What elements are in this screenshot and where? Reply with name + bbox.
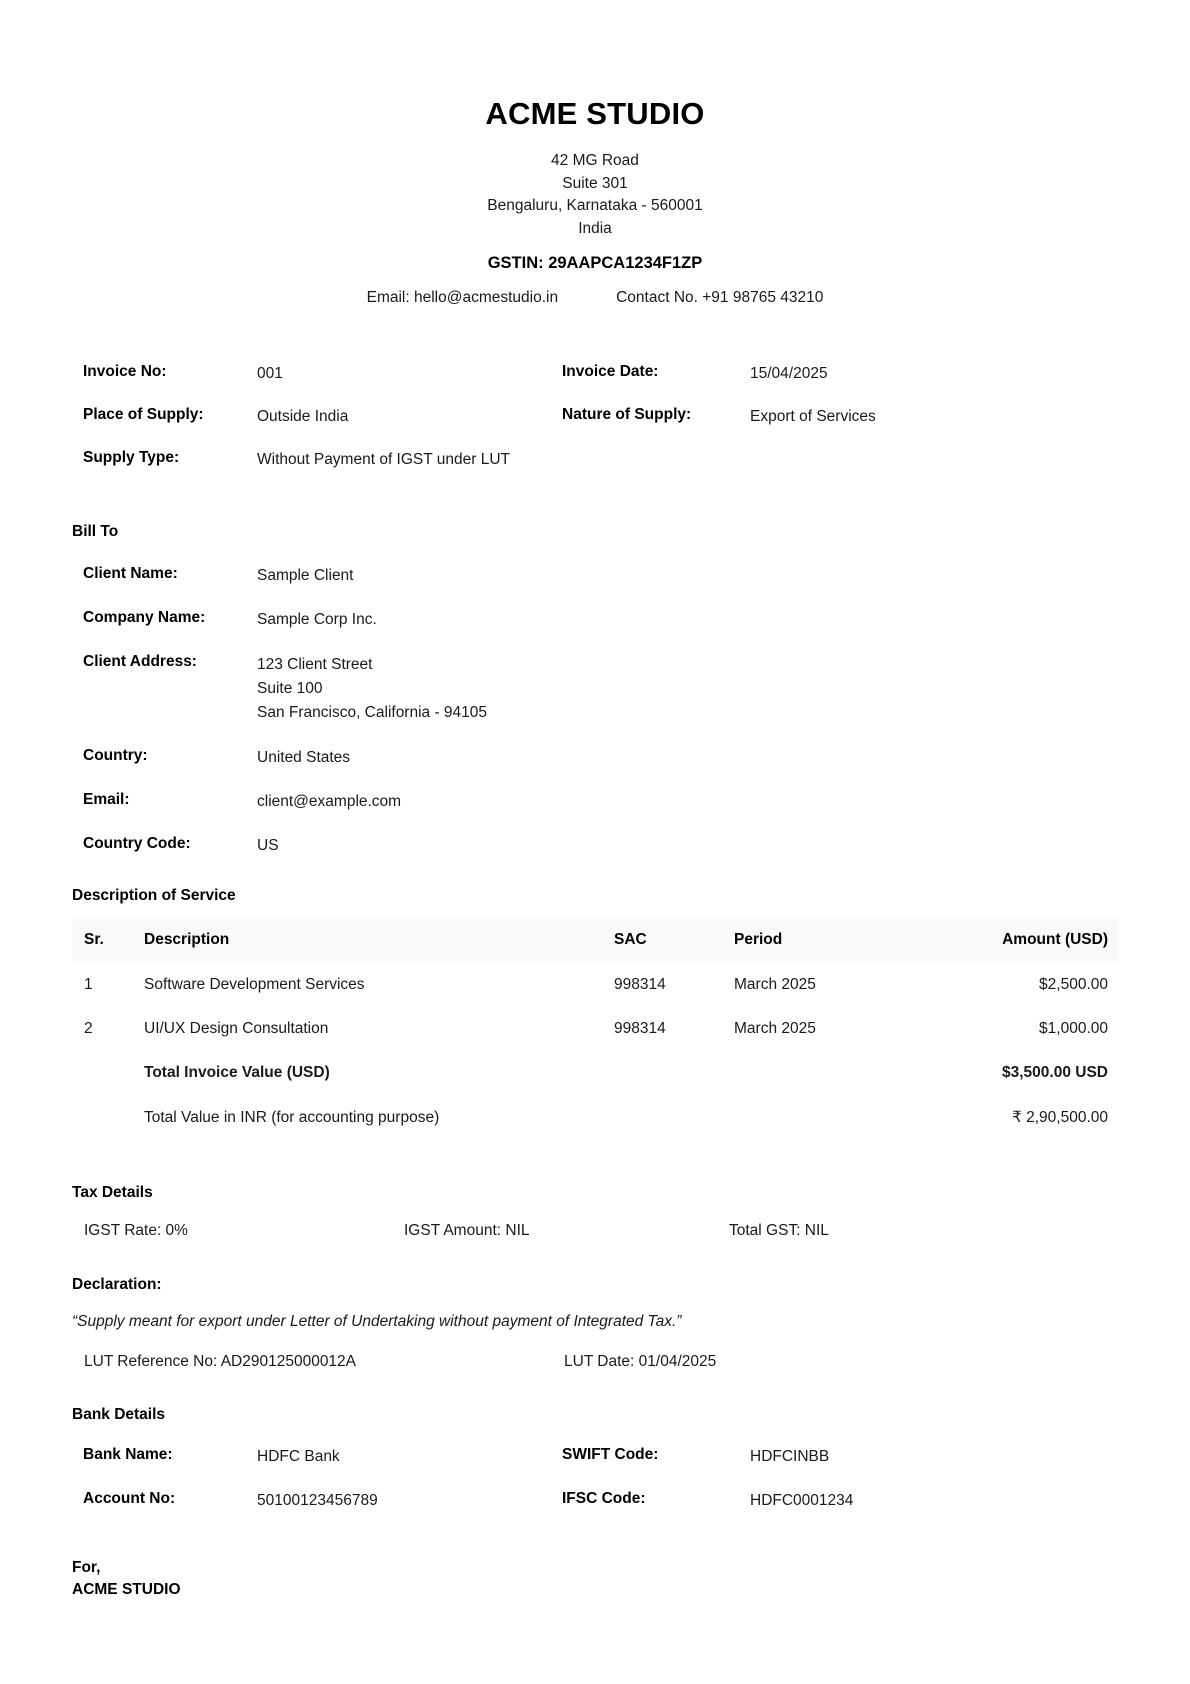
bank-name-label: Bank Name: xyxy=(83,1446,173,1464)
company-contact-row xyxy=(0,289,1190,307)
igst-rate: IGST Rate: 0% xyxy=(84,1222,188,1240)
total-gst: Total GST: NIL xyxy=(729,1222,829,1240)
column-header-amount: Amount (USD) xyxy=(884,917,1118,963)
total-invoice-value-amount: $3,500.00 USD xyxy=(1002,1064,1108,1082)
footer-company-name: ACME STUDIO xyxy=(72,1581,181,1599)
declaration-heading: Declaration: xyxy=(72,1276,162,1294)
cell-amount: $1,000.00 xyxy=(1039,1020,1108,1038)
nature-of-supply-label: Nature of Supply: xyxy=(562,406,692,424)
column-header-period: Period xyxy=(734,917,884,963)
invoice-date-label: Invoice Date: xyxy=(562,363,659,381)
bank-details-section xyxy=(72,1446,1118,1512)
client-country-label: Country: xyxy=(83,747,148,765)
services-heading: Description of Service xyxy=(72,887,236,905)
client-address-value xyxy=(257,653,487,725)
client-name-value: Sample Client xyxy=(257,567,354,585)
tax-details-row xyxy=(72,1222,1118,1240)
swift-code-value: HDFCINBB xyxy=(750,1448,830,1466)
lut-reference-no: LUT Reference No: AD290125000012A xyxy=(84,1353,357,1371)
invoice-date-value: 15/04/2025 xyxy=(750,365,828,383)
address-line: India xyxy=(578,219,612,237)
total-inr-amount: ₹ 2,90,500.00 xyxy=(1011,1109,1108,1127)
invoice-meta-section xyxy=(72,363,1118,471)
account-no-label: Account No: xyxy=(83,1490,176,1508)
client-email-label: Email: xyxy=(83,791,130,809)
cell-sac: 998314 xyxy=(614,1020,666,1038)
invoice-no-value: 001 xyxy=(257,365,283,383)
footer-for-label: For, xyxy=(72,1559,101,1577)
client-address-line: Suite 100 xyxy=(257,680,323,698)
bill-to-row xyxy=(72,609,1118,631)
igst-amount: IGST Amount: NIL xyxy=(404,1222,530,1240)
bank-name-value: HDFC Bank xyxy=(257,1448,340,1466)
table-row xyxy=(72,963,1118,1007)
company-gstin: GSTIN: 29AAPCA1234F1ZP xyxy=(487,254,703,273)
invoice-meta-row xyxy=(72,363,1118,385)
account-no-value: 50100123456789 xyxy=(257,1492,378,1510)
bill-to-row xyxy=(72,653,1118,725)
cell-sac: 998314 xyxy=(614,976,666,994)
client-address-line: San Francisco, California - 94105 xyxy=(257,704,488,722)
client-company-label: Company Name: xyxy=(83,609,206,627)
cell-amount: $2,500.00 xyxy=(1039,976,1108,994)
invoice-header xyxy=(0,0,1190,307)
cell-description: Software Development Services xyxy=(144,976,365,994)
cell-sr: 2 xyxy=(84,1020,93,1038)
bank-details-row xyxy=(72,1446,1118,1468)
bank-details-heading: Bank Details xyxy=(72,1406,166,1424)
tax-details-heading: Tax Details xyxy=(72,1184,153,1202)
cell-period: March 2025 xyxy=(734,976,816,994)
ifsc-code-value: HDFC0001234 xyxy=(750,1492,854,1510)
bank-details-row xyxy=(72,1490,1118,1512)
supply-type-value: Without Payment of IGST under LUT xyxy=(257,451,510,469)
invoice-meta-row xyxy=(72,449,1118,471)
place-of-supply-value: Outside India xyxy=(257,408,349,426)
column-header-description: Description xyxy=(144,917,614,963)
client-country-value: United States xyxy=(257,749,351,767)
cell-description: UI/UX Design Consultation xyxy=(144,1020,329,1038)
invoice-meta-row xyxy=(72,406,1118,428)
services-table-header-row xyxy=(72,917,1118,963)
total-invoice-value-label: Total Invoice Value (USD) xyxy=(144,1064,330,1082)
company-name: ACME STUDIO xyxy=(485,96,705,131)
nature-of-supply-value: Export of Services xyxy=(750,408,876,426)
address-line: 42 MG Road xyxy=(551,152,639,170)
client-country-code-label: Country Code: xyxy=(83,835,191,853)
lut-date: LUT Date: 01/04/2025 xyxy=(564,1353,717,1371)
cell-sr: 1 xyxy=(84,976,93,994)
lut-row xyxy=(72,1353,1118,1371)
total-invoice-value-row xyxy=(72,1051,1118,1095)
client-email-value: client@example.com xyxy=(257,793,402,811)
invoice-no-label: Invoice No: xyxy=(83,363,167,381)
total-inr-label: Total Value in INR (for accounting purpose) xyxy=(144,1108,440,1126)
bill-to-row xyxy=(72,565,1118,587)
place-of-supply-label: Place of Supply: xyxy=(83,406,204,424)
column-header-sr: Sr. xyxy=(72,917,144,963)
client-address-line: 123 Client Street xyxy=(257,656,373,674)
column-header-sac: SAC xyxy=(614,917,734,963)
bill-to-section xyxy=(72,565,1118,857)
bill-to-row xyxy=(72,835,1118,857)
company-phone: Contact No. +91 98765 43210 xyxy=(616,289,824,307)
declaration-text: “Supply meant for export under Letter of Undertaking without payment of Integrated Tax.” xyxy=(72,1313,682,1331)
supply-type-label: Supply Type: xyxy=(83,449,180,467)
table-row xyxy=(72,1007,1118,1051)
address-line: Suite 301 xyxy=(562,174,628,192)
client-company-value: Sample Corp Inc. xyxy=(257,611,377,629)
total-inr-row xyxy=(72,1095,1118,1140)
client-country-code-value: US xyxy=(257,837,279,855)
client-address-label: Client Address: xyxy=(83,653,197,671)
ifsc-code-label: IFSC Code: xyxy=(562,1490,646,1508)
address-line: Bengaluru, Karnataka - 560001 xyxy=(487,197,703,215)
invoice-footer xyxy=(72,1557,1118,1601)
company-email: Email: hello@acmestudio.in xyxy=(366,289,559,307)
bill-to-heading: Bill To xyxy=(72,523,119,541)
client-name-label: Client Name: xyxy=(83,565,178,583)
swift-code-label: SWIFT Code: xyxy=(562,1446,659,1464)
company-address xyxy=(0,150,1190,240)
bill-to-row xyxy=(72,791,1118,813)
bill-to-row xyxy=(72,747,1118,769)
cell-period: March 2025 xyxy=(734,1020,816,1038)
services-table xyxy=(72,917,1118,1140)
